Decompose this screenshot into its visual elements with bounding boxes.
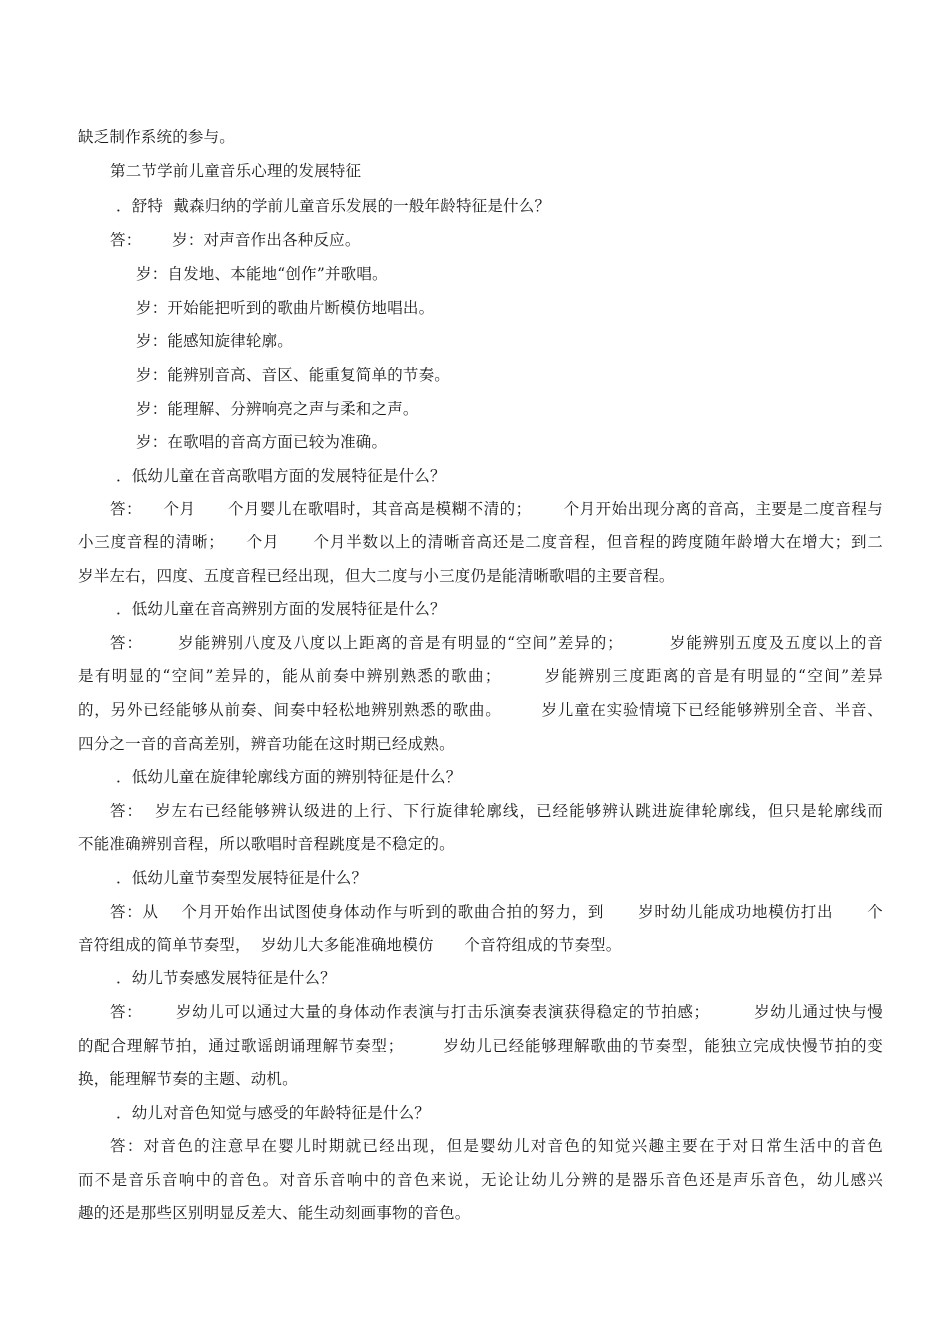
text-line: 缺乏制作系统的参与。	[78, 128, 236, 146]
answer-line: 答： 岁：对声音作出各种反应。	[110, 231, 361, 249]
answer-line: 岁：能感知旋律轮廓。	[136, 332, 294, 350]
answer-line: 岁半左右，四度、五度音程已经出现，但大二度与小三度仍是能清晰歌唱的主要音程。	[78, 567, 675, 585]
answer-line: 而不是音乐音响中的音色。对音乐音响中的音色来说，无论让幼儿分辨的是器乐音色还是声乐音色，幼儿感兴	[78, 1171, 883, 1189]
answer-line: 答：从 个月开始作出试图使身体动作与听到的歌曲合拍的努力，到 岁时幼儿能成功地模仿打出 个	[110, 903, 883, 921]
answer-line: 岁：在歌唱的音高方面已较为准确。	[136, 433, 388, 451]
answer-line: 答： 岁幼儿可以通过大量的身体动作表演与打击乐演奏表演获得稳定的节拍感； 岁幼儿通过快与慢	[110, 1003, 883, 1021]
answer-line: 答： 岁能辨别八度及八度以上距离的音是有明显的“空间”差异的； 岁能辨别五度及五度以上的音	[110, 634, 883, 652]
question-line: ．低幼儿童在旋律轮廓线方面的辨别特征是什么？	[116, 768, 462, 786]
answer-line: 答： 个月 个月婴儿在歌唱时，其音高是模糊不清的； 个月开始出现分离的音高，主要是二度音程与	[110, 500, 883, 518]
question-line: ．幼儿节奏感发展特征是什么？	[116, 969, 336, 987]
answer-line: 趣的还是那些区别明显反差大、能生动刻画事物的音色。	[78, 1204, 471, 1222]
answer-line: 答：对音色的注意早在婴儿时期就已经出现，但是婴幼儿对音色的知觉兴趣主要在于对日常生活中的音色	[110, 1137, 883, 1155]
answer-line: 换，能理解节奏的主题、动机。	[78, 1070, 298, 1088]
question-line: ．低幼儿童节奏型发展特征是什么？	[116, 869, 368, 887]
answer-line: 答： 岁左右已经能够辨认级进的上行、下行旋律轮廓线，已经能够辨认跳进旋律轮廓线，但只是轮廓线而	[110, 802, 883, 820]
answer-line: 的配合理解节拍，通过歌谣朗诵理解节奏型； 岁幼儿已经能够理解歌曲的节奏型，能独立完成快慢节拍的变	[78, 1037, 883, 1055]
question-line: ．舒特 戴森归纳的学前儿童音乐发展的一般年龄特征是什么？	[116, 197, 551, 215]
answer-line: 的，另外已经能够从前奏、间奏中轻松地辨别熟悉的歌曲。 岁儿童在实验情境下已经能够辨别全音、半音、	[78, 701, 883, 719]
question-line: ．低幼儿童在音高歌唱方面的发展特征是什么？	[116, 467, 446, 485]
question-line: ．幼儿对音色知觉与感受的年龄特征是什么？	[116, 1104, 431, 1122]
question-line: ．低幼儿童在音高辨别方面的发展特征是什么？	[116, 600, 446, 618]
answer-line: 小三度音程的清晰； 个月 个月半数以上的清晰音高还是二度音程，但音程的跨度随年龄增大在增大；到二	[78, 533, 883, 551]
answer-line: 岁：开始能把听到的歌曲片断模仿地唱出。	[136, 299, 435, 317]
answer-line: 四分之一音的音高差别，辨音功能在这时期已经成熟。	[78, 735, 455, 753]
answer-line: 不能准确辨别音程，所以歌唱时音程跳度是不稳定的。	[78, 835, 455, 853]
section-heading: 第二节学前儿童音乐心理的发展特征	[110, 162, 362, 180]
answer-line: 是有明显的“空间”差异的，能从前奏中辨别熟悉的歌曲； 岁能辨别三度距离的音是有明显的“空间”差异	[78, 667, 883, 685]
answer-line: 岁：能辨别音高、音区、能重复简单的节奏。	[136, 366, 451, 384]
answer-line: 音符组成的简单节奏型， 岁幼儿大多能准确地模仿 个音符组成的节奏型。	[78, 936, 622, 954]
answer-line: 岁：能理解、分辨响亮之声与柔和之声。	[136, 400, 419, 418]
answer-line: 岁：自发地、本能地“创作”并歌唱。	[136, 265, 388, 283]
